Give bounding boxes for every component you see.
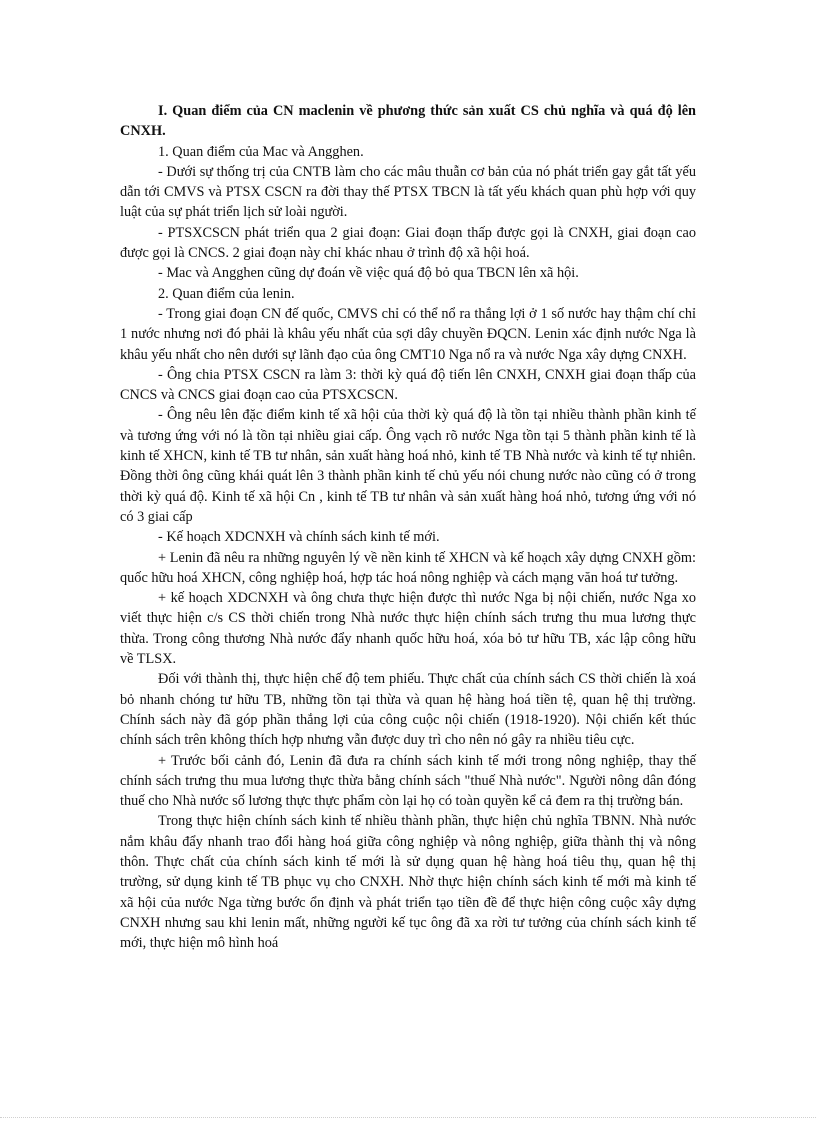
paragraph-lenin-principles: + Lenin đã nêu ra những nguyên lý về nền kinh tế XHCN và kế hoạch xây dựng CNXH gồm: quốc hữu hoá XHCN, công nghiệp hoá, hợp tác hoá nông nghiệp và cách mạng văn hoá tư tưởng. xyxy=(120,549,696,586)
paragraph-two-stages: - PTSXCSCN phát triển qua 2 giai đoạn: Giai đoạn thấp được gọi là CNXH, giai đoạn cao được gọi là CNCS. 2 giai đoạn này chỉ khác nhau ở trình độ xã hội hoá. xyxy=(120,224,696,262)
paragraph-mac-angghen-title: 1. Quan điểm của Mac và Angghen. xyxy=(158,143,364,160)
paragraph-urban-policy: Đối với thành thị, thực hiện chế độ tem phiếu. Thực chất của chính sách CS thời chiến là xoá bỏ nhanh chóng tư hữu TB, những tồn tại thừa và quan hệ hàng hoá tiền tệ, quan hệ thị trường. Chính sách này đã góp phần thắng lợi của công cuộc nội chiến (1918-1920). Nội chiến kết thúc chính sách trên không thích hợp nhưng vẫn được duy trì cho nên nó gây ra nhiều tiêu cực. xyxy=(120,671,696,749)
paragraph-cntb-contradictions: - Dưới sự thống trị của CNTB làm cho các mâu thuẫn cơ bản của nó phát triển gay gắt tất yếu dẫn tới CMVS và PTSX CSCN ra đời thay thế PTSX TBCN là tất yếu khách quan phù hợp với quy luật của sự phát triển lịch sử loài người. xyxy=(120,163,696,221)
paragraph-mac-prediction: - Mac và Angghen cũng dự đoán về việc quá độ bỏ qua TBCN lên xã hội. xyxy=(158,265,579,282)
paragraph-economic-features: - Ông nêu lên đặc điểm kinh tế xã hội của thời kỳ quá độ là tồn tại nhiều thành phần kinh tế và tương ứng với nó là tồn tại nhiều giai cấp. Ông vạch rõ nước Nga tồn tại 5 thành phần kinh tế là kinh tế XHCN, kinh tế TB tư nhân, sản xuất hàng hoá nhỏ, kinh tế TB Nhà nước và kinh tế tự nhiên. Đồng thời ông cũng khái quát lên 3 thành phần kinh tế chủ yếu nói chung nước nào cũng có ở trong thời kỳ quá độ. Kinh tế xã hội Cn , kinh tế TB tư nhân và sản xuất hàng hoá nhỏ, tương ứng với nó có 3 giai cấp xyxy=(120,407,696,525)
paragraph-three-periods: - Ông chia PTSX CSCN ra làm 3: thời kỳ quá độ tiến lên CNXH, CNXH giai đoạn thấp của CNCS và CNCS giai đoạn cao của PTSXCSCN. xyxy=(120,366,696,404)
paragraph-plan-title: - Kế hoạch XDCNXH và chính sách kinh tế mới. xyxy=(158,529,440,546)
document-page xyxy=(120,101,696,953)
paragraph-new-economic-policy: + Trước bối cảnh đó, Lenin đã đưa ra chính sách kinh tế mới trong nông nghiệp, thay thế chính sách trưng thu mua lương thực thừa bằng chính sách "thuế Nhà nước". Người nông dân đóng thuế cho Nhà nước số lương thực thực phẩm còn lại họ có toàn quyền kể cả đem ra thị trường bán. xyxy=(120,752,696,810)
paragraph-lenin-title: 2. Quan điểm của lenin. xyxy=(158,285,295,302)
section-heading: I. Quan điểm của CN maclenin về phương thức sản xuất CS chủ nghĩa và quá độ lên CNXH. xyxy=(120,103,696,140)
page-bottom-divider xyxy=(0,1117,816,1118)
paragraph-civil-war: + kế hoạch XDCNXH và ông chưa thực hiện được thì nước Nga bị nội chiến, nước Nga xo viết thực hiện c/s CS thời chiến trong Nhà nước thực hiện chính sách trưng thu mua lương thực thừa. Trong công thương Nhà nước đẩy nhanh quốc hữu hoá, xóa bỏ tư hữu TB, xác lập công hữu về TLSX. xyxy=(120,590,696,668)
paragraph-multi-sector-economy: Trong thực hiện chính sách kinh tế nhiều thành phần, thực hiện chủ nghĩa TBNN. Nhà nước nắm khâu đẩy nhanh trao đổi hàng hoá giữa công nghiệp và nông nghiệp, giữa thành thị và nông thôn. Thực chất của chính sách kinh tế mới là sử dụng quan hệ hàng hoá tiêu thụ, quan hệ thị trường, sử dụng kinh tế TB phục vụ cho CNXH. Nhờ thực hiện chính sách kinh tế mới mà kinh tế xã hội của nước Nga từng bước ổn định và phát triển tạo tiền đề để thực hiện công cuộc xây dựng CNXH nhưng sau khi lenin mất, những người kế tục ông đã xa rời tư tưởng của chính sách kinh tế mới, thực hiện mô hình hoá xyxy=(120,813,696,952)
paragraph-imperialism-stage: - Trong giai đoạn CN đế quốc, CMVS chỉ có thể nổ ra thắng lợi ở 1 số nước hay thậm chí chỉ 1 nước nhưng nơi đó phải là khâu yếu nhất của sợi dây chuyền ĐQCN. Lenin xác định nước Nga là khâu yếu nhất cho nên dưới sự lãnh đạo của ông CMT10 Nga nổ ra và nước Nga xây dựng CNXH. xyxy=(120,305,696,363)
